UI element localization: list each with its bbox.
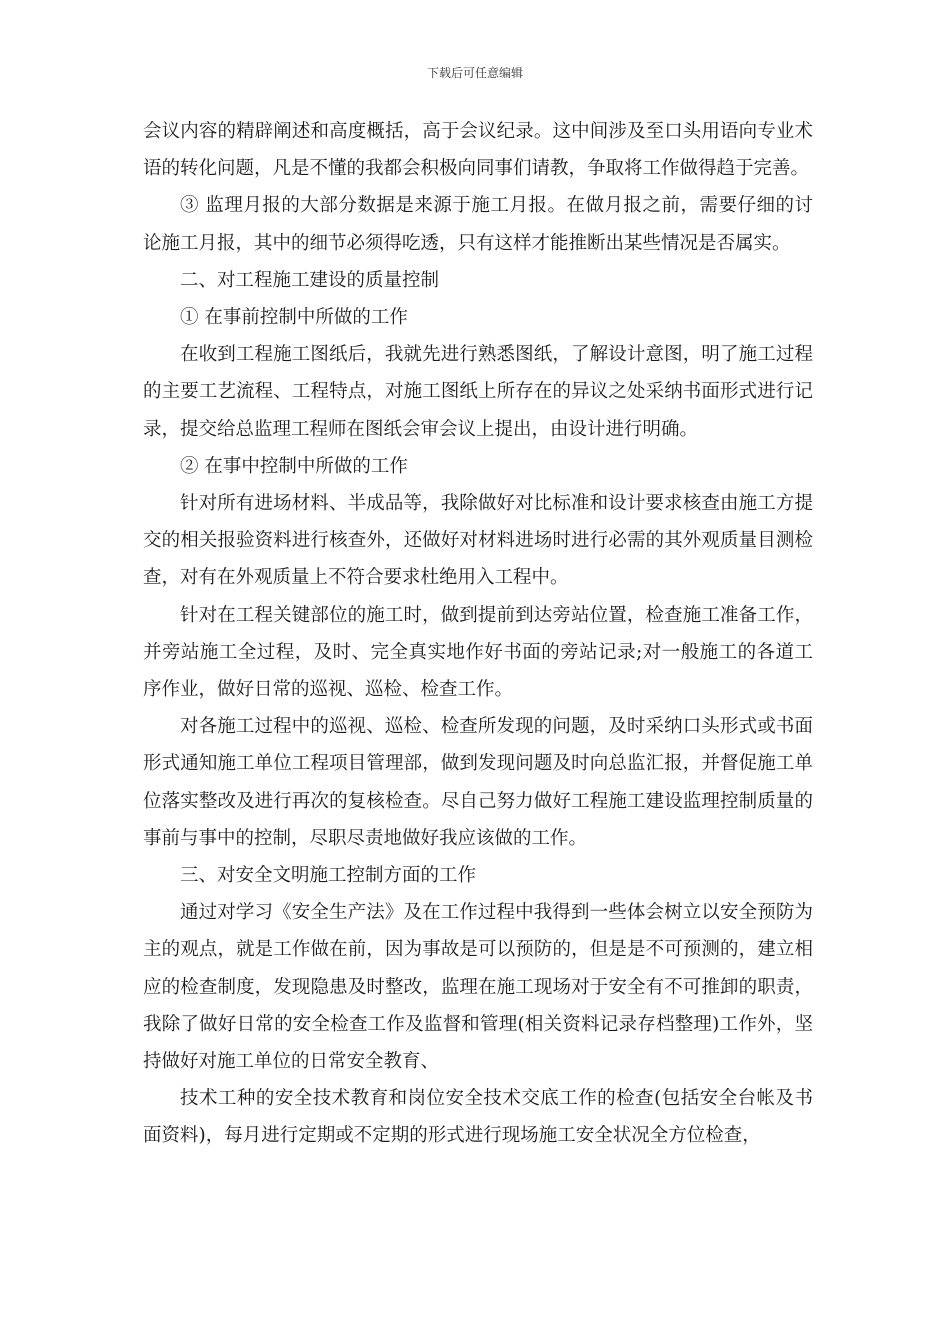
paragraph-7: 通过对学习《安全生产法》及在工作过程中我得到一些体会树立以安全预防为主的观点，就是工作做在前，因为事故是可以预防的，但是是不可预测的，建立相应的检查制度，发现隐患及时整改，监理在施工现场对于安全有不可推卸的职责，我除了做好日常的安全检查工作及监督和管理(相关资料记录存档整理)工作外，坚持做好对施工单位的日常安全教育、 [143,902,813,1073]
page-header: 下载后可任意编辑 [426,66,523,80]
paragraph-3: 在收到工程施工图纸后，我就先进行熟悉图纸，了解设计意图，明了施工过程的主要工艺流程、工程特点，对施工图纸上所存在的异议之处采纳书面形式进行记录，提交给总监理工程师在图纸会审会议上提出，由设计进行明确。 [143,344,813,440]
paragraph-2: ③ 监理月报的大部分数据是来源于施工月报。在做月报之前，需要仔细的讨论施工月报，其中的细节必须得吃透，只有这样才能推断出某些情况是否属实。 [143,195,813,254]
paragraph-6: 对各施工过程中的巡视、巡检、检查所发现的问题，及时采纳口头形式或书面形式通知施工单位工程项目管理部，做到发现问题及时向总监汇报，并督促施工单位落实整改及进行再次的复核检查。尽自己努力做好工程施工建设监理控制质量的事前与事中的控制，尽职尽责地做好我应该做的工作。 [143,716,813,849]
paragraph-5: 针对在工程关键部位的施工时，做到提前到达旁站位置，检查施工准备工作，并旁站施工全过程，及时、完全真实地作好书面的旁站记录;对一般施工的各道工序作业，做好日常的巡视、巡检、检查工作。 [143,604,813,701]
section-heading-3: 三、对安全文明施工控制方面的工作 [180,865,477,887]
subheading-pre-control: ① 在事前控制中所做的工作 [180,307,408,329]
document-body [143,113,813,1155]
paragraph-4: 针对所有进场材料、半成品等，我除做好对比标准和设计要求核查由施工方提交的相关报验资料进行核查外，还做好对材料进场时进行必需的其外观质量目测检查，对有在外观质量上不符合要求杜绝用入工程中。 [143,493,813,589]
paragraph-8: 技术工种的安全技术教育和岗位安全技术交底工作的检查(包括安全台帐及书面资料)，每月进行定期或不定期的形式进行现场施工安全状况全方位检查， [143,1088,813,1147]
paragraph-1: 会议内容的精辟阐述和高度概括，高于会议纪录。这中间涉及至口头用语向专业术语的转化问题，凡是不懂的我都会积极向同事们请教，争取将工作做得趋于完善。 [143,121,813,180]
section-heading-2: 二、对工程施工建设的质量控制 [180,269,440,291]
subheading-mid-control: ② 在事中控制中所做的工作 [180,455,408,477]
